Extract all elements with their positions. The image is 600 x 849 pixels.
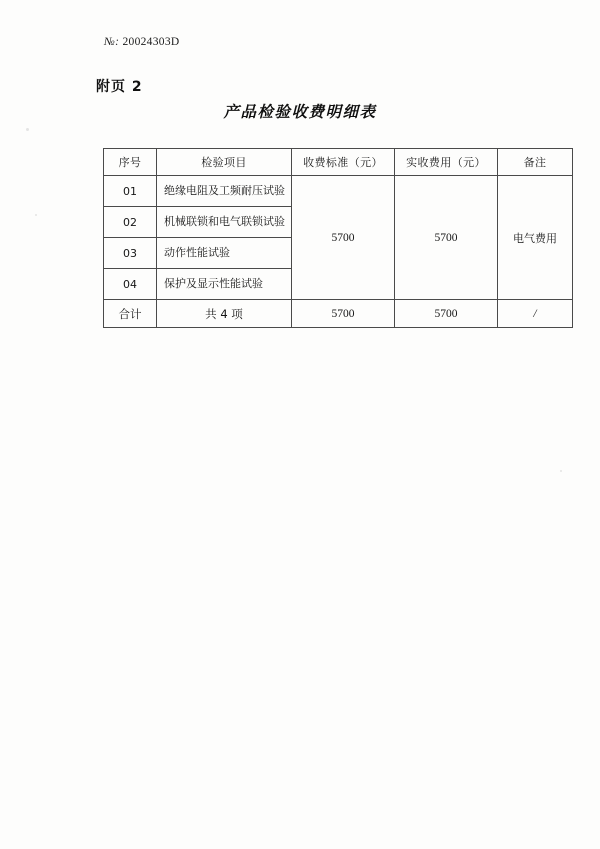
header-standard-fee: 收费标准（元）	[292, 149, 395, 176]
document-number	[104, 36, 179, 48]
merged-actual-fee: 5700	[395, 176, 498, 300]
total-item: 共 4 项	[157, 300, 292, 328]
total-standard-fee: 5700	[292, 300, 395, 328]
row-no: 03	[104, 238, 157, 269]
row-item: 机械联锁和电气联锁试验	[157, 207, 292, 238]
header-no: 序号	[104, 149, 157, 176]
table-header	[104, 149, 573, 176]
table-header-row	[104, 149, 573, 176]
merged-standard-fee: 5700	[292, 176, 395, 300]
document-number-label: №:	[104, 36, 120, 48]
scan-speck	[26, 128, 29, 131]
header-remark: 备注	[498, 149, 573, 176]
header-item: 检验项目	[157, 149, 292, 176]
table-row	[104, 176, 573, 207]
document-number-value: 20024303D	[122, 36, 180, 48]
row-item: 保护及显示性能试验	[157, 269, 292, 300]
table-body	[104, 176, 573, 328]
row-item: 动作性能试验	[157, 238, 292, 269]
fee-table-container	[103, 148, 557, 328]
row-no: 01	[104, 176, 157, 207]
fee-detail-table	[103, 148, 573, 328]
scan-speck	[560, 470, 562, 472]
merged-remark: 电气费用	[498, 176, 573, 300]
row-item: 绝缘电阻及工频耐压试验	[157, 176, 292, 207]
page-title: 产品检验收费明细表	[223, 103, 377, 121]
total-remark: /	[498, 300, 573, 328]
row-no: 02	[104, 207, 157, 238]
attachment-label: 附页 2	[96, 79, 143, 95]
total-label: 合计	[104, 300, 157, 328]
total-actual-fee: 5700	[395, 300, 498, 328]
table-total-row	[104, 300, 573, 328]
row-no: 04	[104, 269, 157, 300]
scan-speck	[35, 214, 37, 216]
header-actual-fee: 实收费用（元）	[395, 149, 498, 176]
